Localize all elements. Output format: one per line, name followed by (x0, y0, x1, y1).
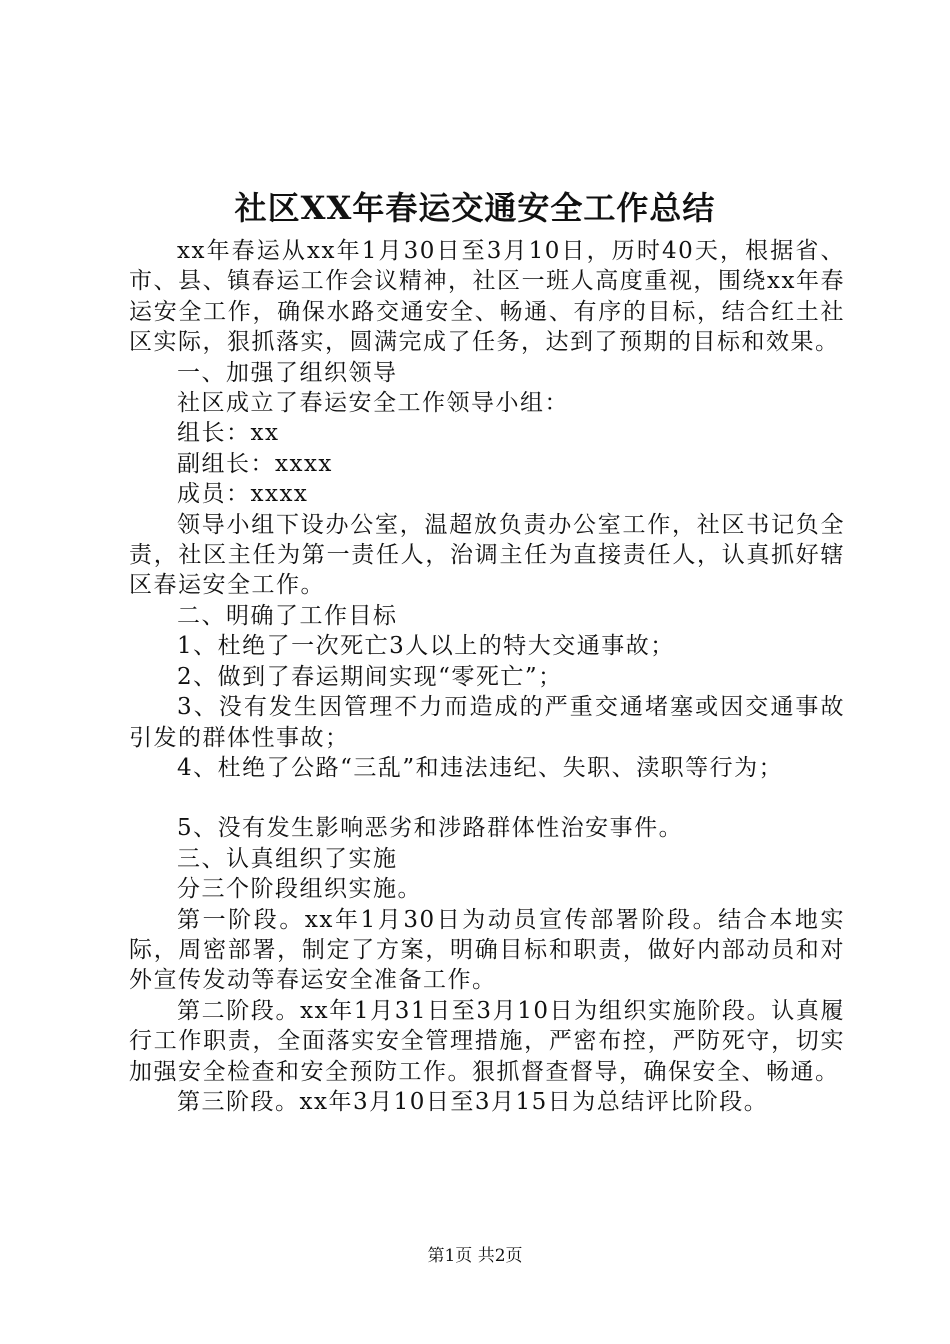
goal-item-4: 4、杜绝了公路“三乱”和违法违纪、失职、渎职等行为； (177, 754, 784, 781)
goal-item-2: 2、做到了春运期间实现“零死亡”； (177, 663, 563, 690)
document-title: 社区XX年春运交通安全工作总结 (234, 189, 716, 227)
section-heading-1: 一、加强了组织领导 (177, 359, 398, 386)
paragraph-phases-intro: 分三个阶段组织实施。 (177, 876, 422, 903)
section-heading-3: 三、认真组织了实施 (177, 845, 398, 872)
paragraph-intro: xx年春运从xx年1月30日至3月10日，历时40天，根据省、市、县、镇春运工作会议精神，社区一班人高度重视，围绕xx年春运安全工作，确保水路交通安全、畅通、有序的目标，结合红土社区实际，狠抓落实，圆满完成了任务，达到了预期的目标和效果。 (129, 238, 845, 356)
document-body (129, 236, 845, 1117)
paragraph-phase-3: 第三阶段。xx年3月10日至3月15日为总结评比阶段。 (177, 1088, 769, 1115)
goal-item-5: 5、没有发生影响恶劣和涉路群体性治安事件。 (177, 815, 684, 842)
paragraph-deputy-leader: 副组长：xxxx (177, 450, 333, 477)
paragraph-group-intro: 社区成立了春运安全工作领导小组： (177, 390, 569, 417)
goal-item-1: 1、杜绝了一次死亡3人以上的特大交通事故； (177, 633, 675, 660)
paragraph-office: 领导小组下设办公室，温超放负责办公室工作，社区书记负全责，社区主任为第一责任人，治调主任为直接责任人，认真抓好辖区春运安全工作。 (129, 511, 845, 599)
paragraph-phase-1: 第一阶段。xx年1月30日为动员宣传部署阶段。结合本地实际，周密部署，制定了方案，明确目标和职责，做好内部动员和对外宣传发动等春运安全准备工作。 (129, 906, 845, 994)
paragraph-members: 成员：xxxx (177, 481, 309, 508)
paragraph-group-leader: 组长：xx (177, 420, 280, 447)
paragraph-phase-2: 第二阶段。xx年1月31日至3月10日为组织实施阶段。认真履行工作职责，全面落实安全管理措施，严密布控，严防死守，切实加强安全检查和安全预防工作。狠抓督查督导，确保安全、畅通。 (129, 997, 845, 1085)
page-number-footer: 第1页 共2页 (427, 1246, 523, 1266)
section-heading-2: 二、明确了工作目标 (177, 602, 398, 629)
goal-item-3: 3、没有发生因管理不力而造成的严重交通堵塞或因交通事故引发的群体性事故； (129, 694, 845, 751)
